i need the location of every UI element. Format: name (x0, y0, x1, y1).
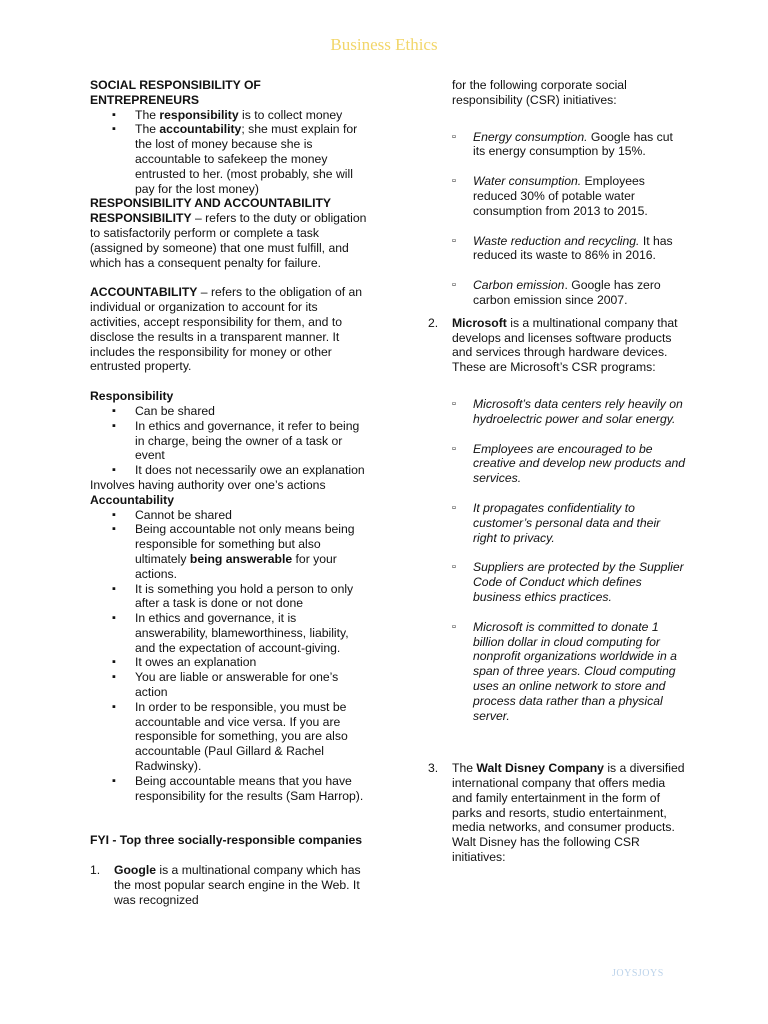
company-microsoft: 2. Microsoft is a multinational company that develops and licenses software products and services through hardware devices. These are Microsoft’s CSR programs: ▫ Microsoft’s data centers rely heavily on hydroelectric power and solar energy. ▫ Employees are encouraged to be creative and develop new products and services. ▫ It propagates confidentiality to customer’s personal data and their right to privacy. ▫ Suppliers are protected by the Supplier Code of Conduct which defines business ethics practices. ▫ Microsoft is committed to donate 1 billion dollar in cloud computing for nonprofit organizations worldwide in a span of three years. Cloud computing uses an online network to store and process data rather than a physical server. (428, 316, 686, 724)
right-column (428, 78, 686, 865)
list-number: 1. (90, 863, 101, 878)
list-item: ▪ In ethics and governance, it refer to being in charge, being the owner of a task or event (90, 419, 370, 463)
document-title: Business Ethics (330, 35, 438, 54)
list-item: ▫ It propagates confidentiality to customer’s personal data and their right to privacy. (428, 501, 686, 545)
section-heading-social-responsibility: SOCIAL RESPONSIBILITY OF ENTREPRENEURS (90, 78, 261, 107)
fyi-heading: FYI - Top three socially-responsible companies (90, 833, 363, 848)
google-csr-list (428, 130, 686, 308)
list-item: ▫ Microsoft’s data centers rely heavily on hydroelectric power and solar energy. (428, 397, 686, 427)
accountability-heading: Accountability (90, 492, 174, 507)
accountability-list (90, 508, 370, 804)
google-continued: for the following corporate social responsibility (CSR) initiatives: (452, 78, 627, 107)
list-item: ▪ You are liable or answerable for one’s action (90, 670, 370, 700)
section-heading-responsibility-accountability: RESPONSIBILITY AND ACCOUNTABILITY (90, 196, 332, 211)
list-item: ▪ Being accountable means that you have responsibility for the results (Sam Harrop). (90, 774, 370, 804)
list-number: 3. (428, 761, 439, 776)
involves-text: Involves having authority over one’s actions (90, 477, 326, 492)
responsibility-heading: Responsibility (90, 389, 174, 404)
responsibility-definition: RESPONSIBILITY – refers to the duty or obligation to satisfactorily perform or complete a task (assigned by someone) that one must fulfill, and which has a consequent penalty for failure. (90, 211, 367, 270)
list-item: ▪ The accountability; she must explain for the lost of money because she is accountable to safekeep the money entrusted to her. (most probably, she will pay for the lost money) (90, 122, 370, 196)
list-item: ▪ Being accountable not only means being responsible for something but also ultimately being answerable for your actions. (90, 522, 370, 581)
list-item: ▪ In ethics and governance, it is answerability, blameworthiness, liability, and the expectation of account-giving. (90, 611, 370, 655)
company-google: 1. Google is a multinational company which has the most popular search engine in the Web. It was recognized (90, 863, 361, 907)
list-item: ▫ Waste reduction and recycling. It has reduced its waste to 86% in 2016. (428, 234, 686, 264)
list-item: ▪ In order to be responsible, you must be accountable and vice versa. If you are responsible for something, you are also accountable (Paul Gillard & Rachel Radwinsky). (90, 700, 370, 774)
list-number: 2. (428, 315, 439, 330)
bullet-list (90, 108, 370, 197)
footer-watermark: JOYSJOYS (612, 968, 664, 979)
list-item: ▫ Carbon emission. Google has zero carbon emission since 2007. (428, 278, 686, 308)
list-item: ▫ Microsoft is committed to donate 1 billion dollar in cloud computing for nonprofit organizations worldwide in a span of three years. Cloud computing uses an online network to store and process data rather than a physical server. (428, 620, 686, 724)
companies-list (90, 863, 370, 907)
left-column (90, 78, 370, 908)
accountability-definition: ACCOUNTABILITY – refers to the obligation of an individual or organization to account for its activities, accept responsibility for them, and to disclose the results in a transparent manner. It includes the responsibility for money or other entrusted property. (90, 285, 363, 374)
list-item: ▫ Water consumption. Employees reduced 30% of potable water consumption from 2013 to 2015. (428, 174, 686, 218)
responsibility-list (90, 404, 370, 478)
list-item: ▫ Energy consumption. Google has cut its energy consumption by 15%. (428, 130, 686, 160)
list-item: ▫ Employees are encouraged to be creative and develop new products and services. (428, 442, 686, 486)
list-item: ▪ Cannot be shared (90, 508, 370, 523)
companies-list-cont (428, 316, 686, 865)
list-item: ▪ It owes an explanation (90, 655, 370, 670)
list-item: ▪ Can be shared (90, 404, 370, 419)
microsoft-csr-list (428, 397, 686, 723)
list-item: ▪ The responsibility is to collect money (90, 108, 370, 123)
list-item: ▪ It does not necessarily owe an explanation (90, 463, 370, 478)
list-item: ▪ It is something you hold a person to only after a task is done or not done (90, 582, 370, 612)
company-disney: 3. The Walt Disney Company is a diversified international company that offers media and family entertainment in the form of parks and resorts, studio entertainment, media networks, and consumer products. Walt Disney has the following CSR initiatives: (428, 761, 685, 865)
list-item: ▫ Suppliers are protected by the Supplier Code of Conduct which defines business ethics practices. (428, 560, 686, 604)
